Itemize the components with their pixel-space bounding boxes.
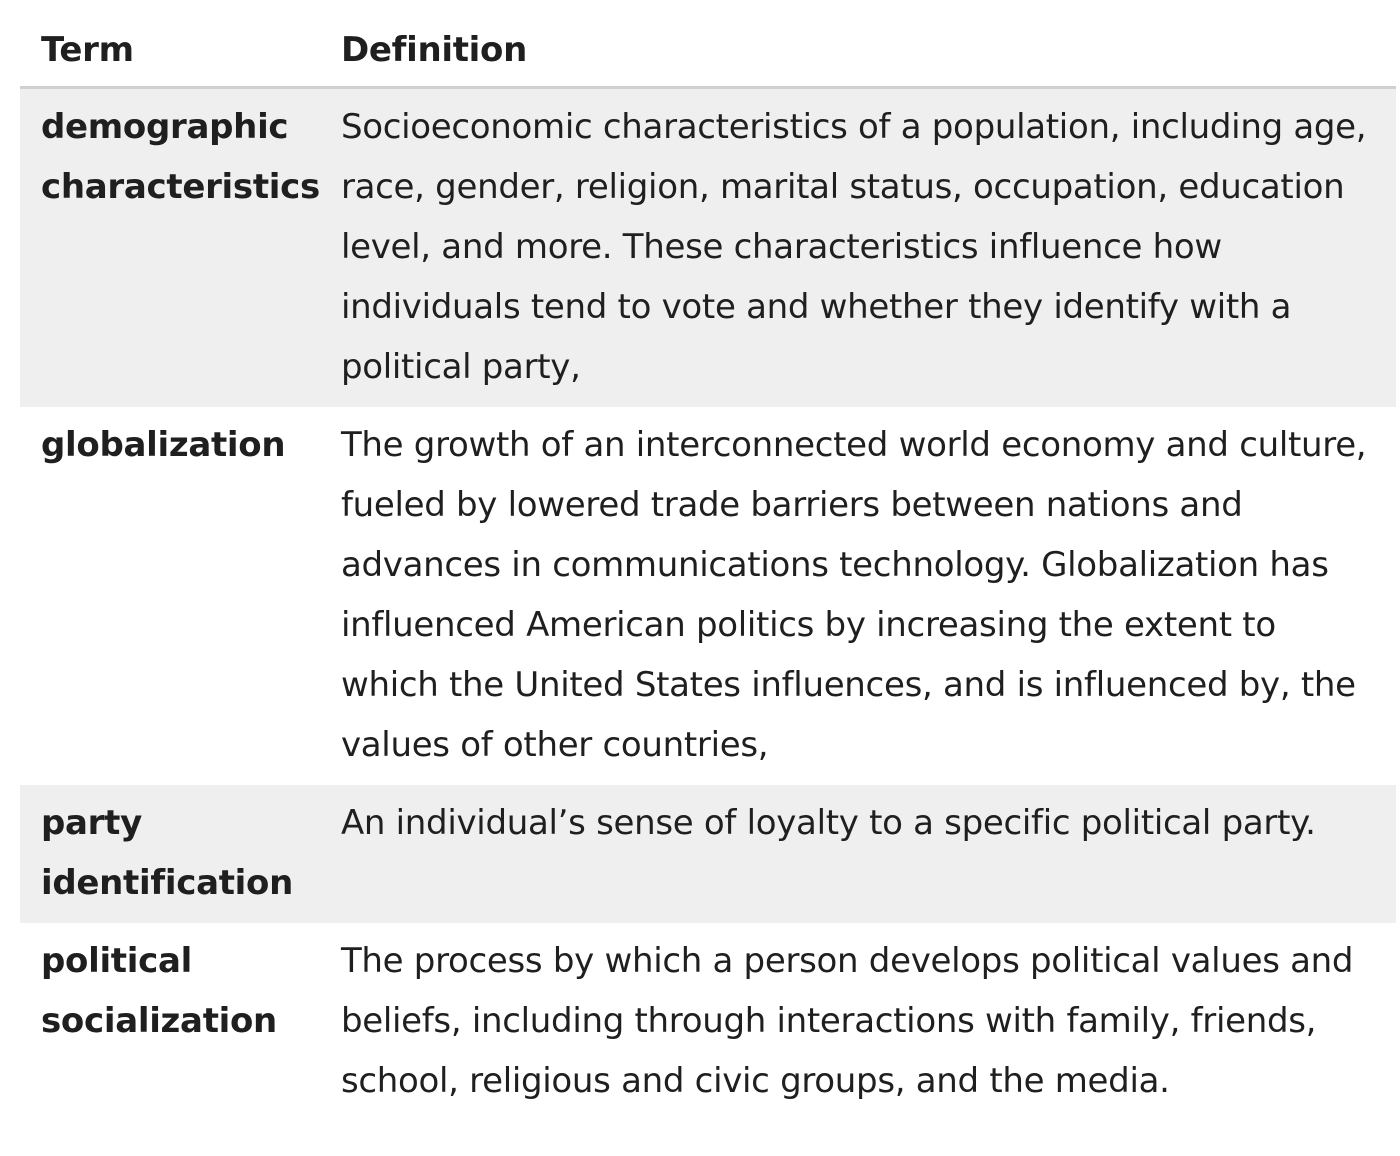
term-cell: party identification: [20, 785, 320, 923]
table-row: [20, 88, 1396, 408]
table-header: [20, 14, 1396, 88]
table-body: [20, 88, 1396, 1122]
definition-cell: The process by which a person develops political values and beliefs, including through interactions with family, friends, school, religious and civic groups, and the media.: [340, 941, 1354, 1101]
definition-cell: The growth of an interconnected world economy and culture, fueled by lowered trade barriers between nations and advances in communications technology. Globalization has influenced American politics by increasing the extent to which the United States influences, and is influenced by, the values of other countries,: [340, 425, 1367, 765]
term-cell: demographic characteristics: [20, 88, 320, 408]
definition-column-header: Definition: [320, 14, 1396, 88]
header-row: [20, 14, 1396, 88]
term-cell: political socialization: [41, 941, 277, 1041]
glossary-table: [20, 14, 1396, 1121]
definition-cell: An individual’s sense of loyalty to a specific political party.: [320, 785, 1396, 923]
definition-cell: Socioeconomic characteristics of a population, including age, race, gender, religion, marital status, occupation, education level, and more. These characteristics influence how individuals tend to vote and whether they identify with a political party,: [320, 88, 1396, 408]
table-row: [20, 785, 1396, 923]
table-row: [20, 923, 1396, 1121]
term-cell: globalization: [41, 425, 286, 465]
table-row: [20, 407, 1396, 785]
term-column-header: Term: [20, 14, 320, 88]
